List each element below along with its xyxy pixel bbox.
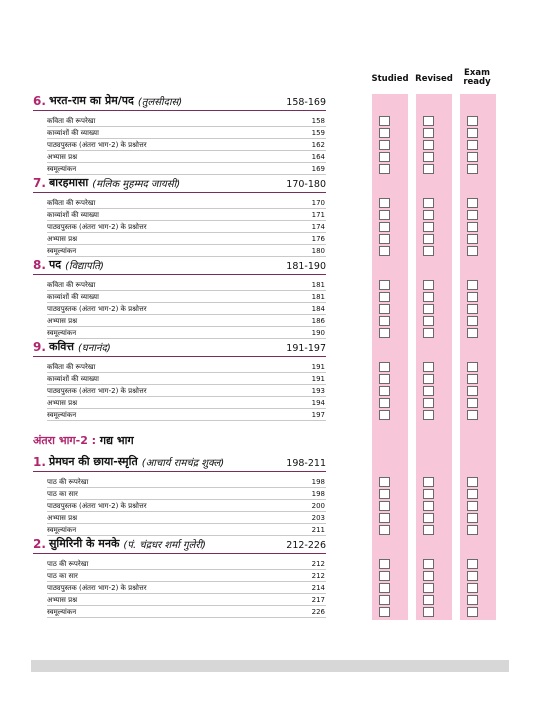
topic-label: अभ्यास प्रश्न (47, 514, 78, 522)
revised-checkbox[interactable] (423, 477, 434, 487)
studied-checkbox[interactable] (379, 374, 390, 384)
revised-checkbox[interactable] (423, 374, 434, 384)
studied-checkbox[interactable] (379, 316, 390, 326)
topic-label: कविता की रूपरेखा (47, 117, 96, 125)
revised-checkbox[interactable] (423, 246, 434, 256)
chapter-title: पद (49, 258, 62, 271)
studied-checkbox[interactable] (379, 386, 390, 396)
column-header-revised: Revised (415, 74, 453, 84)
studied-checkbox[interactable] (379, 571, 390, 581)
exam-ready-checkbox[interactable] (467, 501, 478, 511)
chapter-heading (33, 538, 326, 554)
revised-checkbox[interactable] (423, 210, 434, 220)
chapter-page-range: 170-180 (286, 179, 326, 190)
exam-ready-checkbox[interactable] (467, 164, 478, 174)
revised-checkbox[interactable] (423, 292, 434, 302)
revised-checkbox[interactable] (423, 595, 434, 605)
chapter-number: 2. (33, 537, 46, 551)
topic-label: पाठ का सार (47, 490, 78, 498)
studied-checkbox[interactable] (379, 280, 390, 290)
topic-page: 180 (311, 247, 325, 255)
topic-page: 200 (311, 502, 325, 510)
topic-page: 181 (311, 281, 325, 289)
exam-ready-checkbox[interactable] (467, 362, 478, 372)
topic-row (47, 385, 326, 397)
chapter-number: 6. (33, 94, 46, 108)
revised-checkbox[interactable] (423, 128, 434, 138)
chapter-block (33, 95, 326, 175)
topic-row (47, 315, 326, 327)
studied-checkbox[interactable] (379, 501, 390, 511)
topic-page: 198 (311, 490, 325, 498)
revised-checkbox[interactable] (423, 513, 434, 523)
exam-ready-checkbox[interactable] (467, 398, 478, 408)
topic-row (47, 409, 326, 421)
topic-page: 164 (311, 153, 325, 161)
chapter-title: भरत-राम का प्रेम/पद (49, 94, 134, 107)
topic-row (47, 512, 326, 524)
exam-ready-checkbox[interactable] (467, 246, 478, 256)
chapter-author: (घनानंद) (78, 343, 111, 354)
topic-label: अभ्यास प्रश्न (47, 317, 78, 325)
exam-ready-checkbox[interactable] (467, 525, 478, 535)
topic-row (47, 151, 326, 163)
exam-ready-checkbox[interactable] (467, 583, 478, 593)
studied-checkbox[interactable] (379, 525, 390, 535)
revised-checkbox[interactable] (423, 571, 434, 581)
revised-checkbox[interactable] (423, 140, 434, 150)
topic-page: 203 (311, 514, 325, 522)
chapter-block (33, 259, 326, 339)
topic-row (47, 291, 326, 303)
studied-checkbox[interactable] (379, 328, 390, 338)
exam-ready-checkbox[interactable] (467, 116, 478, 126)
topic-row (47, 209, 326, 221)
chapter-heading (33, 456, 326, 472)
exam-ready-checkbox[interactable] (467, 128, 478, 138)
topic-page: 174 (311, 223, 325, 231)
topic-row (47, 558, 326, 570)
topic-row (47, 373, 326, 385)
studied-checkbox[interactable] (379, 559, 390, 569)
topic-row (47, 500, 326, 512)
chapter-block (33, 456, 326, 536)
topic-row (47, 303, 326, 315)
topic-row (47, 397, 326, 409)
topic-label: पाठ की रूपरेखा (47, 478, 89, 486)
studied-checkbox[interactable] (379, 222, 390, 232)
section-heading (33, 433, 134, 448)
topic-label: पाठ्यपुस्तक (अंतरा भाग-2) के प्रश्नोत्तर (47, 502, 147, 510)
exam-ready-checkbox[interactable] (467, 489, 478, 499)
studied-checkbox[interactable] (379, 164, 390, 174)
exam-ready-checkbox[interactable] (467, 559, 478, 569)
topic-page: 190 (311, 329, 325, 337)
chapter-page-range: 212-226 (286, 540, 326, 551)
exam-ready-checkbox[interactable] (467, 477, 478, 487)
section-heading-suffix: गद्य भाग (96, 434, 134, 447)
revised-checkbox[interactable] (423, 316, 434, 326)
revised-checkbox[interactable] (423, 234, 434, 244)
revised-checkbox[interactable] (423, 386, 434, 396)
topic-page: 214 (311, 584, 325, 592)
exam-ready-checkbox[interactable] (467, 607, 478, 617)
revised-checkbox[interactable] (423, 525, 434, 535)
exam-ready-checkbox[interactable] (467, 316, 478, 326)
chapter-title: कवित्त (49, 340, 75, 353)
topic-row (47, 594, 326, 606)
chapter-page-range: 181-190 (286, 261, 326, 272)
revised-checkbox[interactable] (423, 280, 434, 290)
topic-row (47, 197, 326, 209)
topic-label: अभ्यास प्रश्न (47, 235, 78, 243)
topic-row (47, 606, 326, 618)
topic-page: 226 (311, 608, 325, 616)
topic-label: अभ्यास प्रश्न (47, 596, 78, 604)
topic-page: 184 (311, 305, 325, 313)
topic-row (47, 327, 326, 339)
topic-label: अभ्यास प्रश्न (47, 399, 78, 407)
chapter-author: (विद्यापति) (65, 261, 104, 272)
topic-row (47, 221, 326, 233)
revised-checkbox[interactable] (423, 398, 434, 408)
studied-checkbox[interactable] (379, 152, 390, 162)
exam-ready-checkbox[interactable] (467, 513, 478, 523)
exam-ready-checkbox[interactable] (467, 292, 478, 302)
topic-page: 198 (311, 478, 325, 486)
topic-row (47, 245, 326, 257)
exam-ready-checkbox[interactable] (467, 595, 478, 605)
topic-page: 212 (311, 560, 325, 568)
topic-page: 211 (311, 526, 325, 534)
chapter-number: 7. (33, 176, 46, 190)
column-header-exam-ready-label: Exam ready (463, 68, 491, 87)
chapter-heading (33, 259, 326, 275)
revised-checkbox[interactable] (423, 489, 434, 499)
chapter-heading (33, 341, 326, 357)
chapter-number: 1. (33, 455, 46, 469)
revised-checkbox[interactable] (423, 116, 434, 126)
exam-ready-checkbox[interactable] (467, 280, 478, 290)
revised-checkbox[interactable] (423, 304, 434, 314)
chapter-page-range: 191-197 (286, 343, 326, 354)
topic-row (47, 488, 326, 500)
topic-label: पाठ्यपुस्तक (अंतरा भाग-2) के प्रश्नोत्तर (47, 584, 147, 592)
footer-bar (31, 660, 509, 672)
topic-page: 176 (311, 235, 325, 243)
topic-label: काव्यांशों की व्याख्या (47, 375, 99, 383)
topic-label: स्वमूल्यांकन (47, 329, 77, 337)
studied-checkbox[interactable] (379, 210, 390, 220)
topic-label: स्वमूल्यांकन (47, 247, 77, 255)
chapter-topic-list (33, 476, 326, 536)
topic-label: पाठ्यपुस्तक (अंतरा भाग-2) के प्रश्नोत्तर (47, 387, 147, 395)
topic-label: पाठ का सार (47, 572, 78, 580)
exam-ready-checkbox[interactable] (467, 304, 478, 314)
exam-ready-checkbox[interactable] (467, 410, 478, 420)
chapter-page-range: 198-211 (286, 458, 326, 469)
topic-row (47, 524, 326, 536)
studied-checkbox[interactable] (379, 607, 390, 617)
topic-page: 169 (311, 165, 325, 173)
topic-label: स्वमूल्यांकन (47, 526, 77, 534)
revised-checkbox[interactable] (423, 164, 434, 174)
topic-label: काव्यांशों की व्याख्या (47, 293, 99, 301)
topic-label: पाठ्यपुस्तक (अंतरा भाग-2) के प्रश्नोत्तर (47, 305, 147, 313)
studied-checkbox[interactable] (379, 410, 390, 420)
topic-page: 212 (311, 572, 325, 580)
topic-label: पाठ्यपुस्तक (अंतरा भाग-2) के प्रश्नोत्तर (47, 141, 147, 149)
studied-checkbox[interactable] (379, 140, 390, 150)
topic-page: 197 (311, 411, 325, 419)
studied-checkbox[interactable] (379, 304, 390, 314)
exam-ready-checkbox[interactable] (467, 210, 478, 220)
topic-page: 170 (311, 199, 325, 207)
topic-label: स्वमूल्यांकन (47, 411, 77, 419)
revised-checkbox[interactable] (423, 328, 434, 338)
topic-page: 191 (311, 363, 325, 371)
topic-row (47, 279, 326, 291)
chapter-number: 9. (33, 340, 46, 354)
studied-checkbox[interactable] (379, 398, 390, 408)
revised-checkbox[interactable] (423, 410, 434, 420)
topic-label: पाठ की रूपरेखा (47, 560, 89, 568)
chapter-topic-list (33, 361, 326, 421)
exam-ready-checkbox[interactable] (467, 140, 478, 150)
chapter-author: (आचार्य रामचंद्र शुक्ल) (141, 458, 225, 469)
exam-ready-checkbox[interactable] (467, 328, 478, 338)
exam-ready-checkbox[interactable] (467, 386, 478, 396)
revised-checkbox[interactable] (423, 152, 434, 162)
revised-checkbox[interactable] (423, 583, 434, 593)
exam-ready-checkbox[interactable] (467, 152, 478, 162)
topic-label: अभ्यास प्रश्न (47, 153, 78, 161)
topic-page: 191 (311, 375, 325, 383)
topic-row (47, 361, 326, 373)
column-header-studied: Studied (371, 74, 409, 84)
topic-page: 162 (311, 141, 325, 149)
chapter-page-range: 158-169 (286, 97, 326, 108)
topic-page: 181 (311, 293, 325, 301)
topic-label: कविता की रूपरेखा (47, 363, 96, 371)
chapter-title: बारहमासा (49, 176, 89, 189)
topic-page: 159 (311, 129, 325, 137)
chapter-topic-list (33, 279, 326, 339)
topic-page: 158 (311, 117, 325, 125)
chapter-topic-list (33, 558, 326, 618)
topic-page: 171 (311, 211, 325, 219)
chapter-author: (पं. चंद्रधर शर्मा गुलेरी) (123, 540, 206, 551)
topic-row (47, 570, 326, 582)
topic-row (47, 476, 326, 488)
studied-checkbox[interactable] (379, 198, 390, 208)
exam-ready-checkbox[interactable] (467, 234, 478, 244)
topic-label: स्वमूल्यांकन (47, 165, 77, 173)
studied-checkbox[interactable] (379, 513, 390, 523)
topic-page: 193 (311, 387, 325, 395)
revised-checkbox[interactable] (423, 559, 434, 569)
topic-page: 194 (311, 399, 325, 407)
studied-checkbox[interactable] (379, 362, 390, 372)
studied-checkbox[interactable] (379, 246, 390, 256)
studied-checkbox[interactable] (379, 489, 390, 499)
chapter-topic-list (33, 197, 326, 257)
revised-checkbox[interactable] (423, 501, 434, 511)
topic-label: काव्यांशों की व्याख्या (47, 129, 99, 137)
topic-label: पाठ्यपुस्तक (अंतरा भाग-2) के प्रश्नोत्तर (47, 223, 147, 231)
topic-label: कविता की रूपरेखा (47, 281, 96, 289)
exam-ready-checkbox[interactable] (467, 571, 478, 581)
chapter-author: (मलिक मुहम्मद जायसी) (92, 179, 181, 190)
chapter-block (33, 177, 326, 257)
chapter-number: 8. (33, 258, 46, 272)
chapter-block (33, 341, 326, 421)
revised-checkbox[interactable] (423, 222, 434, 232)
studied-checkbox[interactable] (379, 128, 390, 138)
chapter-topic-list (33, 115, 326, 175)
studied-column (372, 94, 408, 620)
topic-page: 186 (311, 317, 325, 325)
studied-checkbox[interactable] (379, 292, 390, 302)
chapter-block (33, 538, 326, 618)
chapter-title: प्रेमघन की छाया-स्मृति (49, 455, 138, 468)
chapter-title: सुमिरिनी के मनके (49, 537, 120, 550)
revised-checkbox[interactable] (423, 362, 434, 372)
studied-checkbox[interactable] (379, 477, 390, 487)
column-header-exam-ready (448, 69, 506, 87)
chapter-heading (33, 95, 326, 111)
revised-checkbox[interactable] (423, 198, 434, 208)
studied-checkbox[interactable] (379, 116, 390, 126)
topic-row (47, 115, 326, 127)
topic-row (47, 582, 326, 594)
exam-ready-checkbox[interactable] (467, 222, 478, 232)
topic-label: कविता की रूपरेखा (47, 199, 96, 207)
section-heading-prefix: अंतरा भाग-2 : (33, 434, 97, 447)
exam-ready-column (460, 94, 496, 620)
topic-row (47, 127, 326, 139)
topic-label: काव्यांशों की व्याख्या (47, 211, 99, 219)
revised-column (416, 94, 452, 620)
chapter-author: (तुलसीदास) (137, 97, 183, 108)
studied-checkbox[interactable] (379, 583, 390, 593)
studied-checkbox[interactable] (379, 595, 390, 605)
revised-checkbox[interactable] (423, 607, 434, 617)
exam-ready-checkbox[interactable] (467, 374, 478, 384)
topic-row (47, 139, 326, 151)
exam-ready-checkbox[interactable] (467, 198, 478, 208)
topic-row (47, 163, 326, 175)
topic-row (47, 233, 326, 245)
chapter-heading (33, 177, 326, 193)
topic-label: स्वमूल्यांकन (47, 608, 77, 616)
topic-page: 217 (311, 596, 325, 604)
studied-checkbox[interactable] (379, 234, 390, 244)
